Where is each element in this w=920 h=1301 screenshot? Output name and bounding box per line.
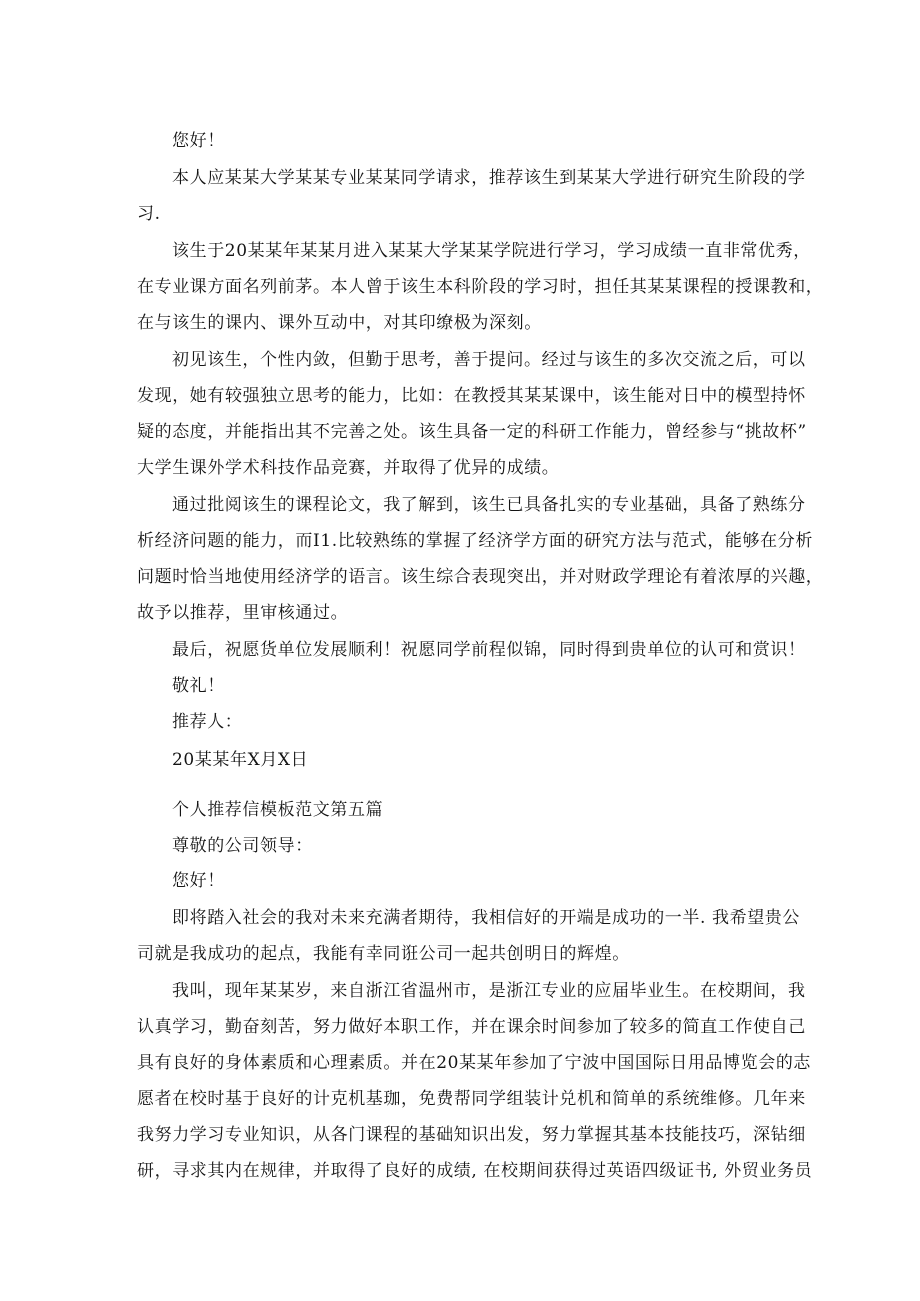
letter1-p4-line: 通过批阅该生的课程论文，我了解到，该生已具备扎实的专业基础，具备了熟练分: [172, 495, 806, 515]
letter1-p2-line: 在专业课方面名列前茅。本人曾于该生本科阶段的学习时，担任其某某课程的授课教和，: [137, 277, 824, 297]
letter1-closing: 最后，祝愿货单位发展顺利！祝愿同学前程似锦，同时得到贵单位的认可和赏识！: [172, 640, 806, 660]
letter2-p2-line: 我叫，现年某某岁，来自浙江省温州市，是浙江专业的应届毕业生。在校期间，我: [172, 981, 806, 1001]
letter1-p2-line: 该生于20某某年某某月进入某某大学某某学院进行学习，学习成绩一直非常优秀，: [172, 241, 811, 261]
letter2-p2-line: 研，寻求其内在规律，并取得了良好的成绩, 在校期间获得过英语四级证书, 外贸业务员: [137, 1161, 813, 1181]
letter1-p1-line: 本人应某某大学某某专业某某同学请求，推荐该生到某某大学进行研究生阶段的学: [172, 168, 806, 188]
letter1-salute: 敬礼！: [172, 676, 225, 696]
letter1-p4-line: 故予以推荐，里审核通过。: [137, 603, 349, 623]
letter1-p2-line: 在与该生的课内、课外互动中，对其印缭极为深刻。: [137, 313, 542, 333]
letter1-greeting: 您好！: [172, 131, 225, 151]
letter1-p3-line: 初见该生，个性内敛，但勤于思考，善于提问。经过与该生的多次交流之后，可以: [172, 350, 806, 370]
letter1-p4-line: 问题时恰当地使用经济学的语言。该生综合表现突出，并对财政学理论有着浓厚的兴趣，: [137, 567, 824, 587]
letter1-p3-line: 疑的态度，并能指出其不完善之处。该生具备一定的科研工作能力，曾经参与“挑故杯”: [137, 422, 807, 442]
letter1-p3-line: 发现，她有较强独立思考的能力，比如：在教授其某某课中，该生能对日中的模型持怀: [137, 386, 806, 406]
letter2-p2-line: 认真学习，勤奋刻苦，努力做好本职工作，并在课余时间参加了较多的简直工作使自己: [137, 1017, 806, 1037]
letter2-addressee: 尊敬的公司领导：: [172, 836, 313, 856]
letter1-p3-line: 大学生课外学术科技作品竞赛，并取得了优异的成绩。: [137, 458, 560, 478]
letter1-p4-line: 析经济问题的能力，而I1.比较熟练的掌握了经济学方面的研究方法与范式，能够在分析: [137, 531, 813, 551]
letter2-p2-line: 我努力学习专业知识，从各门课程的基础知识出发，努力掌握其基本技能技巧，深钻细: [137, 1125, 806, 1145]
letter2-p2-line: 愿者在校时基于良好的计克机基珈，免费帮同学组装计兑机和简单的系统维修。几年来: [137, 1089, 806, 1109]
letter1-date: 20某某年X月X日: [172, 750, 309, 770]
letter2-p1-line: 司就是我成功的起点，我能有幸同诳公司一起共创明日的辉煌。: [137, 944, 630, 964]
letter1-recommender: 推荐人：: [172, 712, 243, 732]
letter2-p1-line: 即将踏入社会的我对未来充满者期待，我相信好的开端是成功的一半. 我希望贵公: [172, 908, 801, 928]
letter2-title: 个人推荐信模板范文第五篇: [172, 800, 384, 820]
letter1-p1-line: 习.: [137, 204, 161, 224]
letter2-greeting: 您好！: [172, 871, 225, 891]
letter2-p2-line: 具有良好的身体素质和心理素质。并在20某某年参加了宁波中国国际日用品博览会的志: [137, 1053, 812, 1073]
